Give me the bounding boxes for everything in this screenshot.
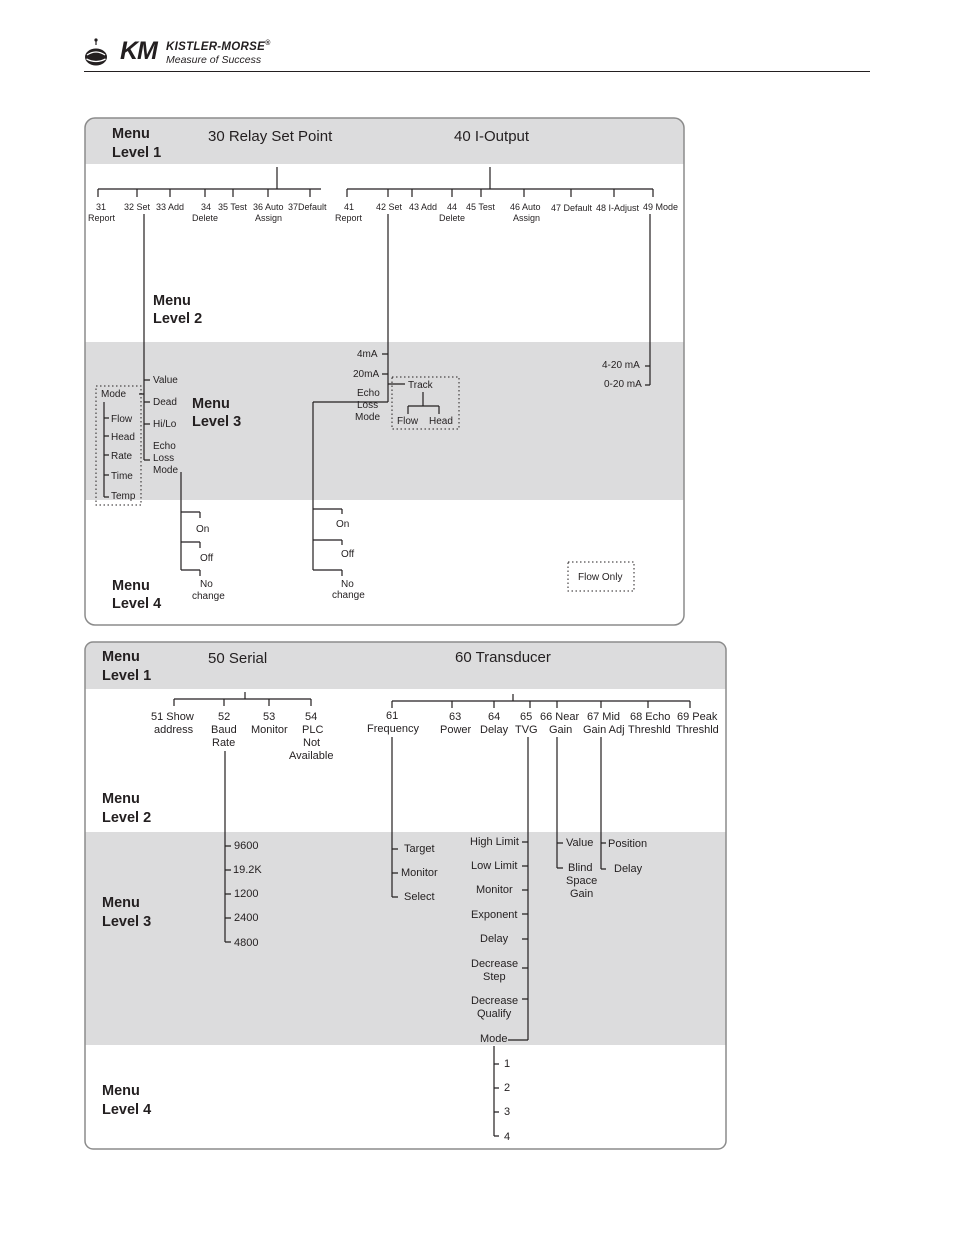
option-i-echo-a: Echo [357,388,380,399]
menu-64-a: 64 [488,711,501,723]
tvg-decrease-step-b: Step [483,971,506,983]
tvg-mode: Mode [480,1033,508,1045]
i-echo-off: Off [341,549,355,560]
p1-level1-label-a: Menu [112,126,150,142]
menu-35-test: 35 Test [218,202,247,212]
registered-mark: ® [265,40,271,47]
menu-54-d: Available [289,750,334,762]
menu-64-b: Delay [480,724,509,736]
menu-34-a: 34 [201,202,212,212]
menu-61-a: 61 [386,710,399,722]
option-i-echo-b: Loss [357,400,379,411]
baud-9600: 9600 [234,840,259,852]
tvg-mode-4: 4 [504,1131,511,1143]
menu-68-a: 68 Echo [630,711,671,723]
i-mode-0-20: 0-20 mA [604,379,642,390]
baud-19-2k: 19.2K [233,864,262,876]
ioutput-branch-lines [347,167,653,197]
relay-echo-off: Off [200,553,214,564]
tvg-monitor: Monitor [476,884,513,896]
i-echo-change: change [332,590,365,601]
menu-69-a: 69 Peak [677,711,718,723]
legend-flow-only: Flow Only [578,572,623,583]
menu-34-b: Delete [192,213,219,223]
menu-45-test: 45 Test [466,202,495,212]
mode-flow: Flow [111,414,133,425]
p2-level4-label-b: Level 4 [102,1102,152,1118]
freq-monitor: Monitor [401,867,438,879]
menu-63-b: Power [440,724,472,736]
menu-48-i-adjust: 48 I-Adjust [596,203,640,213]
frequency-lines [392,737,398,897]
relay-branch-lines [98,167,321,197]
menu-53-b: Monitor [251,724,288,736]
tvg-mode-3: 3 [504,1106,511,1118]
brand-tagline: Measure of Success [166,54,262,66]
menu-67-a: 67 Mid [587,711,621,723]
mode-temp: Temp [111,491,136,502]
menu-41-a: 41 [344,202,355,212]
menu-40-i-output: 40 I-Output [454,128,530,145]
menu-33-add: 33 Add [156,202,185,212]
menu-65-b: TVG [515,724,538,736]
option-hilo: Hi/Lo [153,419,177,430]
menu-54-a: 54 [305,711,318,723]
option-echo-b: Loss [153,453,175,464]
menu-31-a: 31 [96,202,107,212]
menu-47-default: 47 Default [551,203,593,213]
relay-echo-on: On [196,524,210,535]
tvg-delay: Delay [480,933,509,945]
menu-36-b: Assign [255,213,283,223]
p2-level2-label-a: Menu [102,791,140,807]
menu-52-c: Rate [212,737,236,749]
mid-gain-delay: Delay [614,863,643,875]
p2-level4-label-a: Menu [102,1083,140,1099]
p1-level4-label-b: Level 4 [112,596,162,612]
mid-gain-position: Position [608,838,648,850]
menu-43-add: 43 Add [409,202,438,212]
level1-band [85,118,684,164]
menu-46-a: 46 Auto [510,202,541,212]
menu-54-b: PLC [302,724,324,736]
i-echo-on: On [336,519,350,530]
track-head: Head [429,416,453,427]
menu-36-a: 36 Auto [253,202,284,212]
menu-46-b: Assign [513,213,541,223]
track-flow: Flow [397,416,419,427]
menu-54-c: Not [303,737,321,749]
p1-level2-label-b: Level 2 [153,311,203,327]
menu-52-a: 52 [218,711,231,723]
mode-rate: Rate [111,451,133,462]
menu-68-b: Threshld [628,724,671,736]
option-dead: Dead [153,397,177,408]
tvg-low-limit: Low Limit [471,860,518,872]
menu-32-set: 32 Set [124,202,151,212]
option-track: Track [408,380,433,391]
tvg-decrease-qualify-a: Decrease [471,995,519,1007]
panel-relay-ioutput [85,118,684,625]
menu-66-a: 66 Near [540,711,580,723]
near-gain-blind-b: Space [566,875,598,887]
baud-4800: 4800 [234,937,259,949]
freq-target: Target [404,843,435,855]
baud-2400: 2400 [234,912,259,924]
tvg-mode-1: 1 [504,1058,511,1070]
relay-echo-no: No [200,579,213,590]
menu-53-a: 53 [263,711,276,723]
menu-49-mode: 49 Mode [643,202,679,212]
brand-name-text: KISTLER-MORSE [166,40,266,53]
i-mode-4-20: 4-20 mA [602,360,640,371]
p2-level2-label-b: Level 2 [102,810,152,826]
level1-band-2 [85,642,726,689]
option-echo-a: Echo [153,441,176,452]
tvg-high-limit: High Limit [470,836,519,848]
p1-level4-label-a: Menu [112,578,150,594]
p1-level2-label-a: Menu [153,293,191,309]
freq-select: Select [404,891,435,903]
menu-51-b: address [154,724,194,736]
menu-44-a: 44 [447,202,458,212]
option-echo-c: Mode [153,465,179,476]
p2-level1-label-b: Level 1 [102,668,152,684]
near-gain-blind-a: Blind [568,862,593,874]
p1-level3-label-b: Level 3 [192,414,242,430]
tvg-exponent: Exponent [471,909,518,921]
menu-37-default: 37Default [288,202,327,212]
menu-61-b: Frequency [367,723,419,735]
p2-level1-label-a: Menu [102,649,140,665]
near-gain-blind-c: Gain [570,888,594,900]
menu-51-a: 51 Show [151,711,194,723]
tvg-decrease-qualify-b: Qualify [477,1008,512,1020]
transducer-branch-lines [392,694,690,708]
menu-65-a: 65 [520,711,533,723]
menu-30-relay-set-point: 30 Relay Set Point [208,128,333,145]
menu-50-serial: 50 Serial [208,650,268,667]
menu-44-b: Delete [439,213,466,223]
menu-67-b: Gain Adj [583,724,625,736]
option-mode: Mode [101,389,127,400]
menu-69-b: Threshld [676,724,719,736]
i-echo-no: No [341,579,354,590]
option-i-echo-c: Mode [355,412,381,423]
menu-60-transducer: 60 Transducer [455,649,551,666]
menu-66-b: Gain [549,724,573,736]
option-value: Value [153,375,178,386]
p1-level1-label-b: Level 1 [112,145,162,161]
option-4ma: 4mA [357,349,378,360]
menu-41-b: Report [335,213,363,223]
p2-level3-label-a: Menu [102,895,140,911]
serial-branch-lines [174,692,311,706]
p2-level3-label-b: Level 3 [102,914,152,930]
menu-63-a: 63 [449,711,462,723]
baud-1200: 1200 [234,888,259,900]
panel-serial-transducer [85,642,726,1149]
logo-km-letters: KM [120,37,157,65]
tvg-mode-lines [494,1046,499,1136]
tvg-decrease-step-a: Decrease [471,958,519,970]
menu-52-b: Baud [211,724,237,736]
menu-31-b: Report [88,213,116,223]
relay-echo-change: change [192,591,225,602]
tvg-mode-2: 2 [504,1082,511,1094]
p1-level3-label-a: Menu [192,396,230,412]
mode-head: Head [111,432,135,443]
near-gain-value: Value [566,837,594,849]
menu-42-set: 42 Set [376,202,403,212]
mode-time: Time [111,471,133,482]
option-20ma: 20mA [353,369,380,380]
